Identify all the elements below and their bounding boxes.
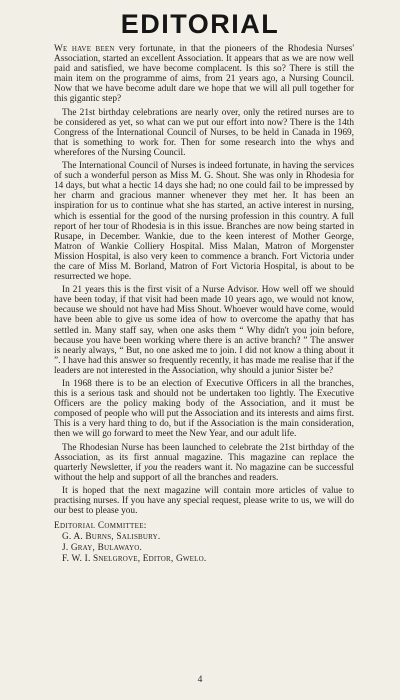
page-number: 4 — [197, 675, 203, 685]
paragraph-1 — [54, 44, 354, 105]
paragraph-6-text-after: the readers want it. No magazine can be successful without the help and support of all the branches and readers. — [54, 462, 354, 483]
paragraph-1-text: very fortunate, in that the pioneers of the Rhodesia Nurses' Association, started an excellent Association. It appears that as we are now well paid and satisfied, we have become complacent. Is this so? There is still the main item on the programme of aims, from 21 years ago, a Nursing Council. Now that we have become adult dare we hope that we will all pull together for this gigantic step? — [54, 44, 354, 105]
editorial-committee — [54, 521, 354, 565]
page-title: EDITORIAL — [120, 9, 280, 39]
paragraph-6-text-before: The Rhodesian Nurse has been launched to celebrate the 21st birthday of the Association, as its first annual magazine. This magazine can replace the quarterly Newsletter, if — [54, 442, 354, 473]
committee-heading: Editorial Committee: — [54, 521, 147, 532]
paragraph-6-emphasis: you — [144, 462, 158, 473]
paragraph-1-lead: We have been — [54, 44, 115, 54]
paragraph-4: In 21 years this is the first visit of a Nurse Advisor. How well off we should have been today, if that visit had been made 10 years ago, we would not know, because we should not have had Miss Shout. Whoever would have come, would have been able to give us some idea of how to overcome the apathy that has settled in. Many staff say, when one asks them “ Why didn't you join before, because you have been working where there is an active branch? ” The answer is nearly always, “ But, no one asked me to join. I did not know a thing about it ”. I have had this answer so frequently recently, it has made me realise that if the leaders are not interested in the Association, why should a junior Sister be? — [54, 285, 354, 376]
paragraph-5: In 1968 there is to be an election of Executive Officers in all the branches, this is a serious task and should not be undertaken too lightly. The Executive Officers are the policy making body of the Association, and it must be composed of people who will put the Association and its interests and aims first. This is a very hard thing to do, but if the Association is the main consideration, then we will go forward to meet the New Year, and our adult life. — [54, 379, 354, 440]
paragraph-3: The International Council of Nurses is indeed fortunate, in having the services of such a wonderful person as Miss M. G. Shout. She was only in Rhodesia for 14 days, but what a hectic 14 days she had; no one could fail to be impressed by her charm and gracious manner whenever they met her. It has been an inspiration for us to continue what she has started, an active interest in nursing, which is essential for the good of the nursing profession in this country. A full report of her tour of Rhodesia is in this issue. Branches are now being started in Rusape, in December. Wankie, due to the keen interest of Mother George, Matron of Wankie Colliery Hospital. Miss Malan, Matron of Morgenster Mission Hospital, is also very keen to commence a branch. Fort Victoria under the care of Miss M. Borland, Matron of Fort Victoria Hospital, is about to be resurrected we hope. — [54, 161, 354, 283]
paragraph-7: It is hoped that the next magazine will contain more articles of value to practising nurses. If you have any special request, please write to us, we will do our best to please you. — [54, 485, 354, 517]
committee-member: J. Gray, Bulawayo. — [62, 543, 143, 554]
paragraph-2: The 21st birthday celebrations are nearly over, only the retired nurses are to be considered as yet, so what can we put our effort into now? There is the 14th Congress of the International Council of Nurses, to be held in Canada in 1969, that is something to work for. Then for some research into the whys and wherefores of the Nursing Council. — [54, 107, 354, 158]
committee-member: F. W. I. Snelgrove, Editor, Gwelo. — [62, 554, 207, 565]
committee-member: G. A. Burns, Salisbury. — [62, 532, 161, 543]
paragraph-6 — [54, 443, 354, 483]
editorial-body — [54, 44, 354, 565]
